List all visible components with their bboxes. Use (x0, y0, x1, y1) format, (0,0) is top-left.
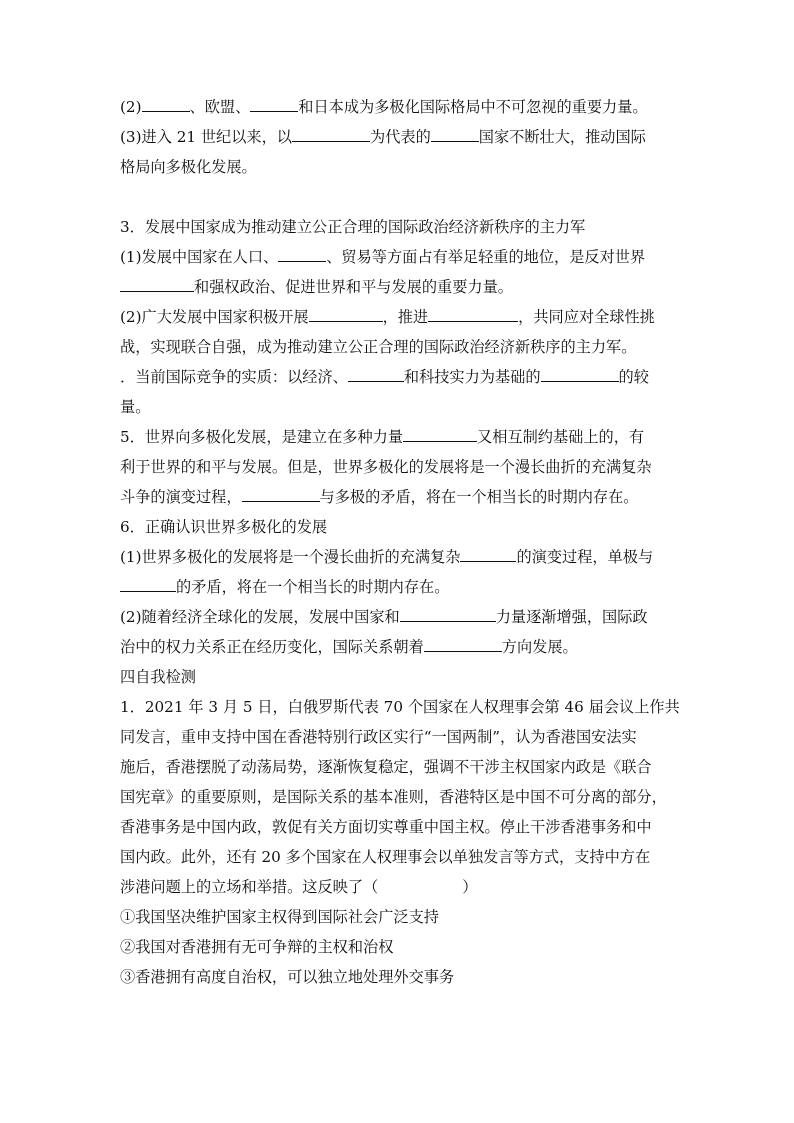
section-4: ．当前国际竞争的实质：以经济、 和科技实力为基础的 的较 (120, 362, 680, 392)
fill-blank[interactable] (541, 363, 619, 382)
q1-line: 同发言，重申支持中国在香港特别行政区实行“一国两制”，认为香港国安法实 (120, 728, 637, 746)
item-6-2-cont: 治中的权力关系正在经历变化，国际关系朝着 方向发展。 (120, 632, 680, 662)
fill-blank[interactable] (460, 543, 516, 562)
fill-blank[interactable] (400, 603, 496, 622)
item-3-2-cont: 战，实现联合自强，成为推动建立公正合理的国际政治经济新秩序的主力军。 (120, 338, 637, 356)
option-2: ②我国对香港拥有无可争辩的主权和治权 (120, 938, 394, 956)
q1-last-line: 涉港问题上的立场和举措。这反映了（ ） (120, 878, 478, 896)
fill-blank[interactable] (431, 123, 479, 142)
fill-blank[interactable] (142, 93, 190, 112)
document-page (120, 92, 680, 992)
option-1: ①我国坚决维护国家主权得到国际社会广泛支持 (120, 908, 439, 926)
q1-line: 施后，香港摆脱了动荡局势，逐渐恢复稳定，强调不干涉主权国家内政是《联合 (120, 758, 652, 776)
fill-blank[interactable] (278, 243, 326, 262)
fill-blank[interactable] (428, 303, 518, 322)
section-3-title: 3．发展中国家成为推动建立公正合理的国际政治经济新秩序的主力军 (120, 218, 586, 236)
fill-blank[interactable] (309, 303, 383, 322)
fill-blank[interactable] (120, 573, 176, 592)
item-6-1: (1)世界多极化的发展将是一个漫长曲折的充满复杂 的演变过程，单极与 (120, 542, 680, 572)
item-2-3: (3)进入 21 世纪以来，以 为代表的 国家不断壮大，推动国际 (120, 122, 680, 152)
q1-line: 香港事务是中国内政，敦促有关方面切实尊重中国主权。停止干涉香港事务和中 (120, 818, 652, 836)
section-5-cont: 利于世界的和平与发展。但是，世界多极化的发展将是一个漫长曲折的充满复杂 (120, 458, 652, 476)
q1-line: 国内政。此外，还有 20 多个国家在人权理事会以单独发言等方式，支持中方在 (120, 848, 651, 866)
q1-line: 1．2021 年 3 月 5 日，白俄罗斯代表 70 个国家在人权理事会第 46 届会议上作共 (120, 698, 680, 716)
section-5: 5．世界向多极化发展，是建立在多种力量 又相互制约基础上的，有 (120, 422, 680, 452)
option-3: ③香港拥有高度自治权，可以独立地处理外交事务 (120, 968, 455, 986)
fill-blank[interactable] (250, 93, 298, 112)
item-2-2: (2) 、欧盟、 和日本成为多极化国际格局中不可忽视的重要力量。 (120, 92, 680, 122)
item-3-1: (1)发展中国家在人口、 、贸易等方面占有举足轻重的地位，是反对世界 (120, 242, 680, 272)
item-2-3-cont: 格局向多极化发展。 (120, 158, 257, 176)
fill-blank[interactable] (242, 483, 320, 502)
fill-blank[interactable] (292, 123, 370, 142)
fill-blank[interactable] (424, 633, 502, 652)
section-4-cont: 量。 (120, 398, 151, 416)
fill-blank[interactable] (348, 363, 404, 382)
item-3-2: (2)广大发展中国家积极开展 ，推进 ，共同应对全球性挑 (120, 302, 680, 332)
item-6-2: (2)随着经济全球化的发展，发展中国家和 力量逐渐增强，国际政 (120, 602, 680, 632)
q1-line: 国宪章》的重要原则，是国际关系的基本准则，香港特区是中国不可分离的部分， (120, 788, 667, 806)
section-6-title: 6．正确认识世界多极化的发展 (120, 518, 328, 536)
item-3-1-cont: 和强权政治、促进世界和平与发展的重要力量。 (120, 272, 680, 302)
section-5-cont2: 斗争的演变过程， 与多极的矛盾，将在一个相当长的时期内存在。 (120, 482, 680, 512)
fill-blank[interactable] (403, 423, 477, 442)
item-6-1-cont: 的矛盾，将在一个相当长的时期内存在。 (120, 572, 680, 602)
fill-blank[interactable] (120, 273, 194, 292)
self-check-heading: 四自我检测 (120, 668, 196, 686)
